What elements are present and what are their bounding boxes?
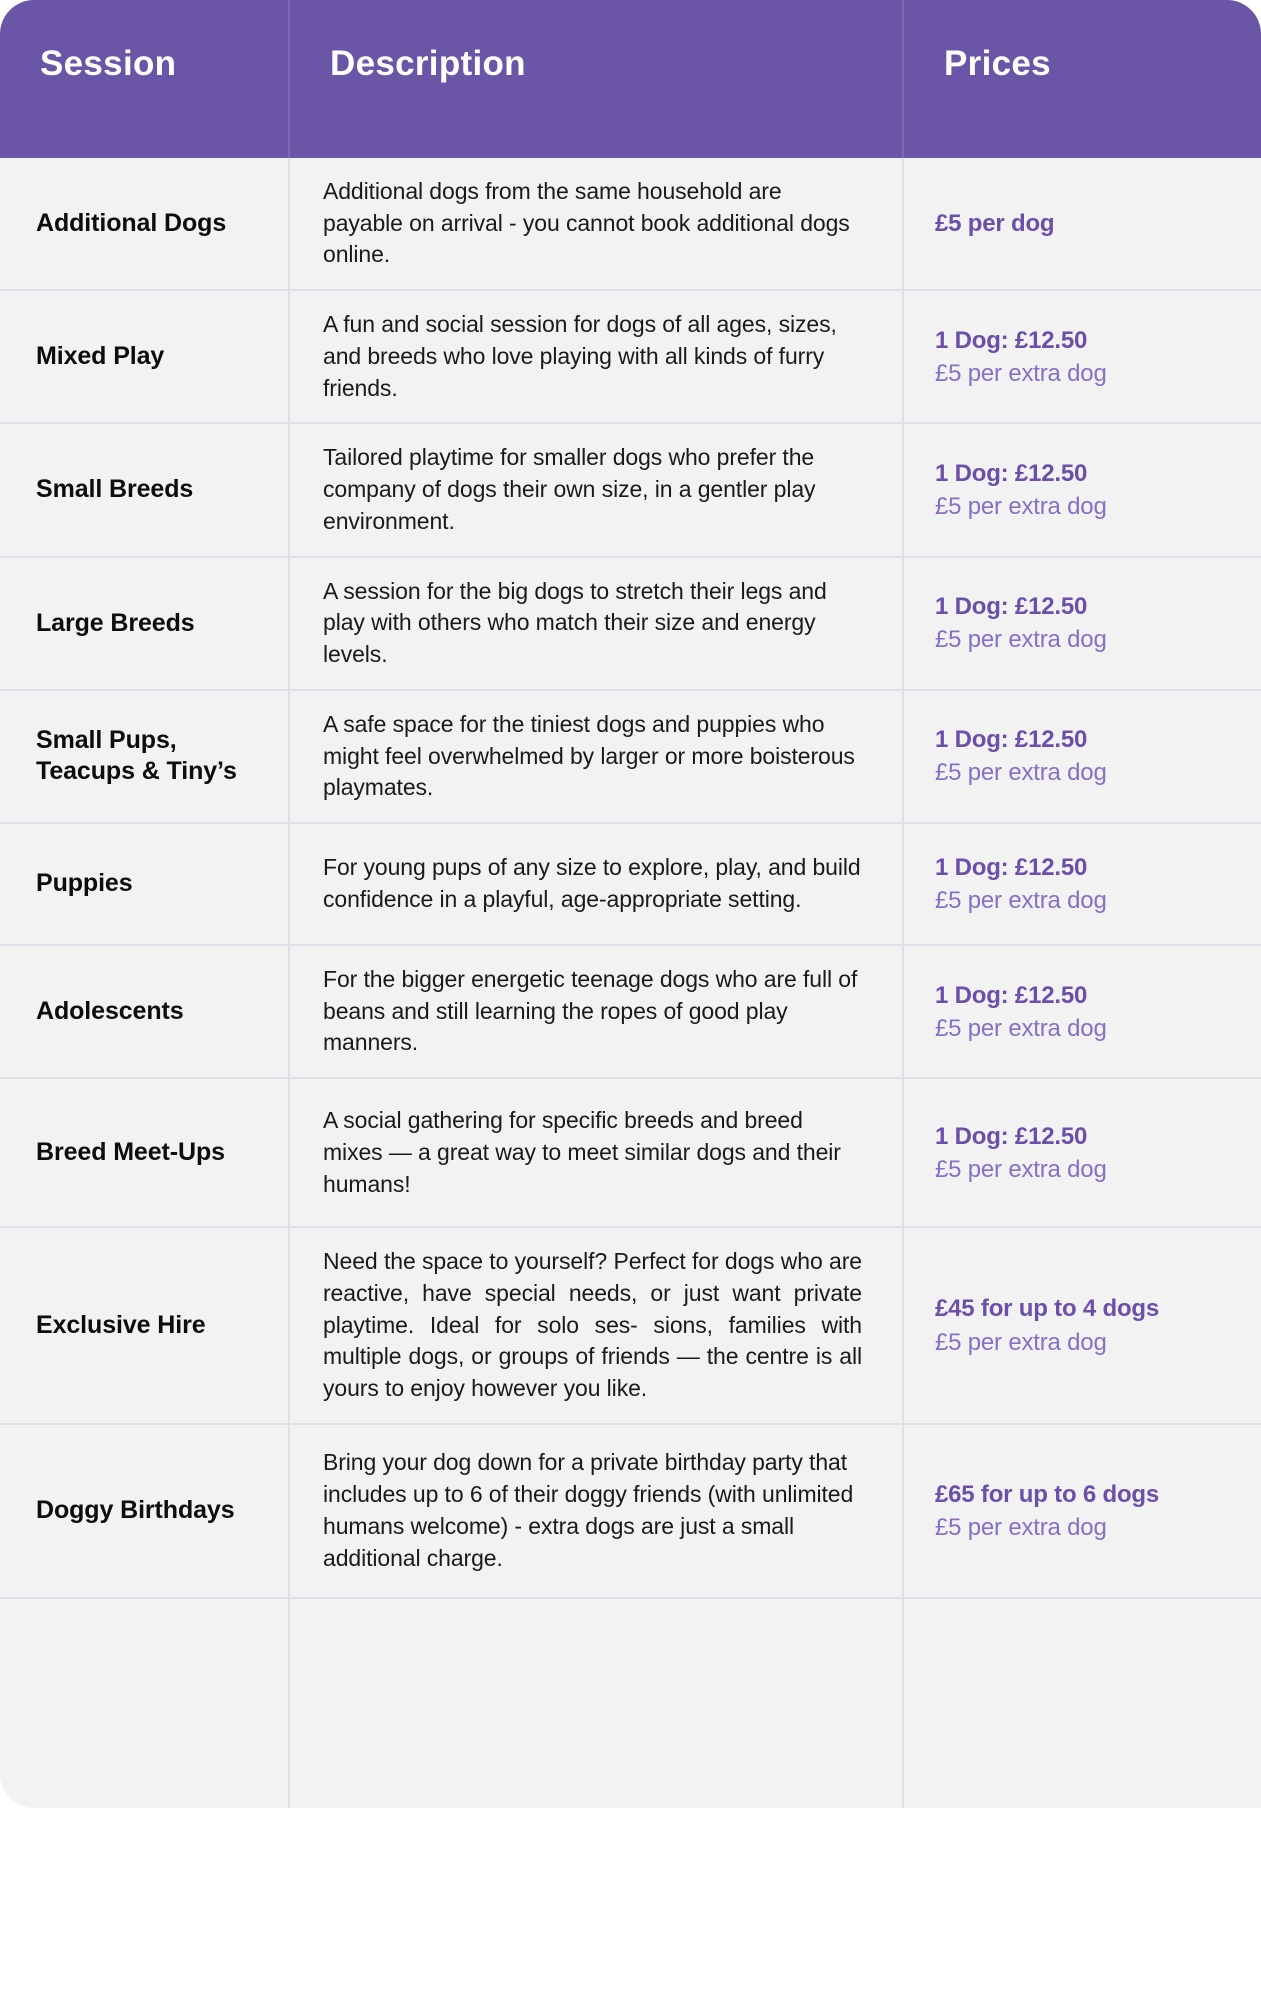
session-name-cell: Small Pups, Teacups & Tiny’s <box>0 690 289 823</box>
column-header-prices <box>903 0 1261 158</box>
session-description-cell: For young pups of any size to explore, play, and build confidence in a playful, age-appropriate setting. <box>289 823 903 945</box>
session-description-cell: Need the space to yourself? Perfect for dogs who are reactive, have special needs, or just want private playtime. Ideal for solo ses- sions, families with multiple dogs, or groups of friends — the centre is all yours to enjoy however you like. <box>289 1227 903 1424</box>
session-price-cell <box>903 423 1261 556</box>
price-secondary: £5 per extra dog <box>935 1155 1107 1183</box>
price-secondary: £5 per extra dog <box>935 1328 1107 1356</box>
price-secondary: £5 per extra dog <box>935 887 1107 915</box>
price-primary: 1 Dog: £12.50 <box>935 1122 1088 1150</box>
session-name-cell: Small Breeds <box>0 423 289 556</box>
price-primary: £65 for up to 6 dogs <box>935 1480 1160 1508</box>
table-row <box>0 158 1261 290</box>
price-primary: 1 Dog: £12.50 <box>935 726 1088 754</box>
price-primary: 1 Dog: £12.50 <box>935 853 1088 881</box>
table-header-row <box>0 0 1261 158</box>
price-block <box>904 189 1261 258</box>
price-block <box>904 306 1261 408</box>
table-row <box>0 823 1261 945</box>
session-price-cell <box>903 823 1261 945</box>
session-name-cell: Additional Dogs <box>0 158 289 290</box>
session-name-cell: Adolescents <box>0 945 289 1078</box>
session-description-cell: A fun and social session for dogs of all ages, sizes, and breeds who love playing with all kinds of furry friends. <box>289 290 903 423</box>
session-name-cell: Exclusive Hire <box>0 1227 289 1424</box>
table-row-empty <box>0 1598 1261 1808</box>
price-primary: 1 Dog: £12.50 <box>935 981 1088 1009</box>
price-primary: £45 for up to 4 dogs <box>935 1295 1160 1323</box>
session-price-cell <box>903 1424 1261 1598</box>
session-price-cell <box>903 557 1261 690</box>
column-header-description-label: Description <box>330 43 526 83</box>
column-header-session <box>0 0 289 158</box>
session-price-cell <box>903 690 1261 823</box>
session-name-cell: Puppies <box>0 823 289 945</box>
price-block <box>904 572 1261 674</box>
session-price-cell <box>903 158 1261 290</box>
session-description-cell: Additional dogs from the same household are payable on arrival - you cannot book additional dogs online. <box>289 158 903 290</box>
table-row <box>0 1227 1261 1424</box>
session-price-cell <box>903 290 1261 423</box>
price-secondary: £5 per extra dog <box>935 759 1107 787</box>
session-price-cell <box>903 1598 1261 1808</box>
price-primary: 1 Dog: £12.50 <box>935 593 1088 621</box>
price-secondary: £5 per extra dog <box>935 359 1107 387</box>
price-block <box>904 1685 1261 1721</box>
price-secondary: £5 per extra dog <box>935 1014 1107 1042</box>
price-block <box>904 1102 1261 1204</box>
session-name-cell <box>0 1598 289 1808</box>
price-block <box>904 1274 1261 1376</box>
price-secondary: £5 per extra dog <box>935 1513 1107 1541</box>
price-block <box>904 439 1261 541</box>
session-description-cell <box>289 1598 903 1808</box>
table-row <box>0 290 1261 423</box>
table-row <box>0 423 1261 556</box>
session-description-cell: Tailored playtime for smaller dogs who prefer the company of dogs their own size, in a gentler play environment. <box>289 423 903 556</box>
price-secondary: £5 per extra dog <box>935 626 1107 654</box>
table-row <box>0 1078 1261 1227</box>
price-block <box>904 961 1261 1063</box>
price-primary: 1 Dog: £12.50 <box>935 326 1088 354</box>
price-secondary: £5 per extra dog <box>935 493 1107 520</box>
price-block <box>904 833 1261 935</box>
price-block <box>904 1460 1261 1562</box>
session-name-cell: Large Breeds <box>0 557 289 690</box>
table-row <box>0 557 1261 690</box>
session-description-cell: A safe space for the tiniest dogs and puppies who might feel overwhelmed by larger or more boisterous playmates. <box>289 690 903 823</box>
session-name-cell: Breed Meet-Ups <box>0 1078 289 1227</box>
column-header-session-label: Session <box>40 43 177 83</box>
price-block <box>904 705 1261 807</box>
session-description-cell: Bring your dog down for a private birthday party that includes up to 6 of their doggy friends (with unlimited humans welcome) - extra dogs are just a small additional charge. <box>289 1424 903 1598</box>
table-row <box>0 1424 1261 1598</box>
session-name-cell: Doggy Birthdays <box>0 1424 289 1598</box>
price-primary: £5 per dog <box>935 210 1055 238</box>
price-primary: 1 Dog: £12.50 <box>935 459 1088 487</box>
session-name-cell: Mixed Play <box>0 290 289 423</box>
column-header-prices-label: Prices <box>944 43 1051 83</box>
table-row <box>0 945 1261 1078</box>
session-price-cell <box>903 1078 1261 1227</box>
session-description-cell: A social gathering for specific breeds and breed mixes — a great way to meet similar dogs and their humans! <box>289 1078 903 1227</box>
session-description-cell: A session for the big dogs to stretch their legs and play with others who match their size and energy levels. <box>289 557 903 690</box>
table-row <box>0 690 1261 823</box>
session-price-cell <box>903 1227 1261 1424</box>
column-header-description <box>289 0 903 158</box>
session-description-cell: For the bigger energetic teenage dogs who are full of beans and still learning the ropes of good play manners. <box>289 945 903 1078</box>
session-price-cell <box>903 945 1261 1078</box>
